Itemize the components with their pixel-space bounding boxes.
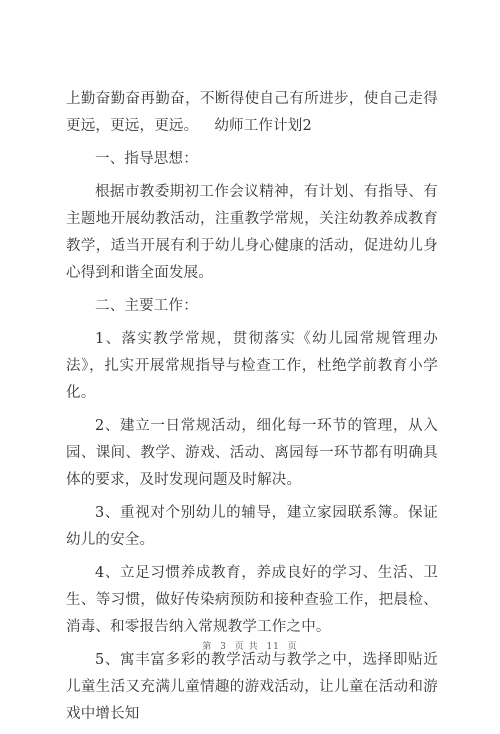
work-item-3: 3、重视对个别幼儿的辅导，建立家园联系簿。保证幼儿的安全。 <box>66 505 438 548</box>
section-heading-guiding-ideas: 一、指导思想： <box>95 151 198 167</box>
footer-middle: 页 共 <box>234 642 259 652</box>
section-heading-main-work: 二、主要工作： <box>95 298 198 314</box>
work-item-2: 2、建立一日常规活动，细化每一环节的管理，从入园、课间、教学、游戏、活动、离园每一环节都有明确具体的要求，及时发现问题及时解决。 <box>66 418 438 488</box>
work-item-5: 5、寓丰富多彩的教学活动与教学之中，选择即贴近儿童生活又充满儿童情趣的游戏活动，让儿童在活动和游戏中增长知 <box>66 652 438 722</box>
work-item-4: 4、立足习惯养成教育，养成良好的学习、生活、卫生、等习惯，做好传染病预防和接种查验工作，把晨检、消毒、和零报告纳入常规教学工作之中。 <box>66 565 438 635</box>
document-body <box>66 86 438 734</box>
page-footer <box>0 639 500 652</box>
work-item-1: 1、落实教学常规，贯彻落实《幼儿园常规管理办法》，扎实开展常规指导与检查工作，杜绝学前教育小学化。 <box>66 331 438 401</box>
intro-line: 上勤奋勤奋再勤奋，不断得使自己有所进步，使自己走得更远，更远，更远。 <box>66 91 438 134</box>
footer-total-pages: 11 <box>266 642 280 652</box>
footer-suffix: 页 <box>287 642 298 652</box>
document-title: 幼师工作计划2 <box>214 118 312 134</box>
footer-page-number: 3 <box>220 642 227 652</box>
intro-paragraph <box>66 86 438 140</box>
footer-prefix: 第 <box>202 642 213 652</box>
section-body-guiding-ideas: 根据市教委期初工作会议精神，有计划、有指导、有主题地开展幼教活动，注重教学常规，关注幼教养成教育教学，适当开展有利于幼儿身心健康的活动，促进幼儿身心得到和谐全面发展。 <box>66 184 438 281</box>
